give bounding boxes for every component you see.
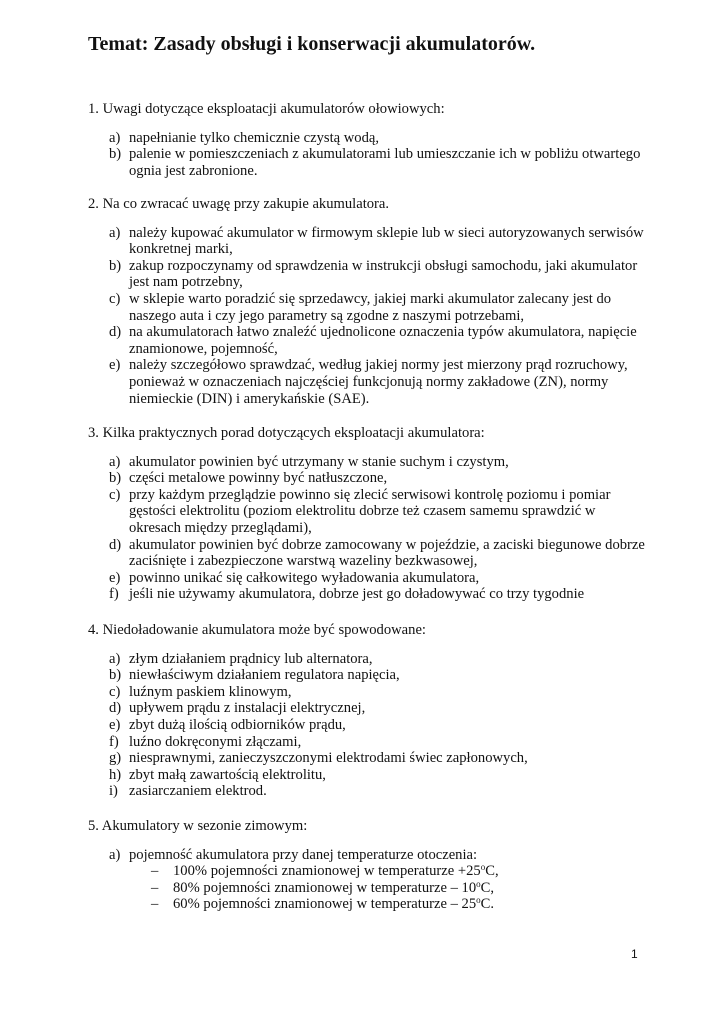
section-3 (88, 425, 648, 603)
list-item: i) zasiarczaniem elektrod. (109, 783, 267, 800)
section-4 (88, 622, 648, 800)
list-item: f) luźno dokręconymi złączami, (109, 733, 302, 750)
section-1 (88, 101, 648, 179)
list-item: f) jeśli nie używamy akumulatora, dobrze jest go doładowywać co trzy tygodnie (109, 586, 585, 603)
list-item: b) niewłaściwym działaniem regulatora napięcia, (109, 667, 400, 684)
list-item: e) powinno unikać się całkowitego wyładowania akumulatora, (109, 569, 480, 586)
sub-list-item: – 60% pojemności znamionowej w temperaturze – 25$^o$C. (151, 895, 495, 913)
list-item: b) części metalowe powinny być natłuszczone, (109, 470, 388, 487)
section-5 (88, 818, 648, 913)
list-item: d) upływem prądu z instalacji elektrycznej, (109, 700, 366, 717)
list-item: a) należy kupować akumulator w firmowym sklepie lub w sieci autoryzowanych serwisów konkretnej marki, (109, 224, 644, 258)
list-item: e) zbyt dużą ilością odbiorników prądu, (109, 716, 346, 733)
section-heading: 2. Na co zwracać uwagę przy zakupie akumulatora. (88, 196, 390, 212)
dash-bullet: – (151, 896, 159, 913)
section-heading: 5. Akumulatory w sezonie zimowym: (88, 818, 308, 834)
dash-bullet: – (151, 879, 159, 896)
list-item: a) złym działaniem prądnicy lub alternatora, (109, 650, 373, 667)
item-list (88, 454, 648, 603)
list-item: e) należy szczegółowo sprawdzać, według jakiej normy jest mierzony prąd rozruchowy, ponieważ w oznaczeniach najczęściej funkcjonują normy zakładowe (ZN), normy niemieckie (DIN) i amerykańskie (SAE). (109, 357, 628, 407)
temperature-sublist (88, 863, 648, 913)
section-heading: 3. Kilka praktycznych porad dotyczących eksploatacji akumulatora: (88, 425, 485, 441)
page-title: Temat: Zasady obsługi i konserwacji akumulatorów. (88, 33, 536, 55)
sub-list-item: – 80% pojemności znamionowej w temperaturze – 10$^o$C, (151, 878, 495, 896)
section-heading: 1. Uwagi dotyczące eksploatacji akumulatorów ołowiowych: (88, 101, 445, 117)
item-list (88, 847, 648, 864)
list-item: b) zakup rozpoczynamy od sprawdzenia w instrukcji obsługi samochodu, jaki akumulator jest nam potrzebny, (109, 257, 638, 291)
item-list (88, 651, 648, 800)
list-item: h) zbyt małą zawartością elektrolitu, (109, 766, 326, 783)
section-heading: 4. Niedoładowanie akumulatora może być spowodowane: (88, 622, 426, 638)
list-item: a) pojemność akumulatora przy danej temperaturze otoczenia: (109, 846, 478, 863)
list-item: d) akumulator powinien być dobrze zamocowany w pojeździe, a zaciski biegunowe dobrze zaciśnięte i zabezpieczone warstwą wazeliny bezkwasowej, (109, 536, 645, 570)
list-item: c) przy każdym przeglądzie powinno się zlecić serwisowi kontrolę poziomu i pomiar gęstości elektrolitu (poziom elektrolitu dobrze też czasem samemu sprawdzić w okresach między przeglądami), (109, 486, 611, 536)
sub-list-item: – 100% pojemności znamionowej w temperaturze $+25^oC$, (151, 862, 499, 880)
list-item: a) napełnianie tylko chemicznie czystą wodą, (109, 129, 380, 146)
item-list (88, 130, 648, 180)
list-item: b) palenie w pomieszczeniach z akumulatorami lub umieszczanie ich w pobliżu otwartego ognia jest zabronione. (109, 146, 641, 179)
list-item: c) w sklepie warto poradzić się sprzedawcy, jakiej marki akumulator zalecany jest do naszego auta i czy jego parametry są zgodne z naszymi potrzebami, (109, 290, 612, 324)
dash-bullet: – (151, 863, 159, 880)
list-item: c) luźnym paskiem klinowym, (109, 683, 292, 700)
page-number: 1 (631, 947, 638, 961)
list-item: g) niesprawnymi, zanieczyszczonymi elektrodami świec zapłonowych, (109, 750, 528, 767)
section-2 (88, 196, 648, 407)
list-item: a) akumulator powinien być utrzymany w stanie suchym i czystym, (109, 453, 509, 470)
list-item: d) na akumulatorach łatwo znaleźć ujednolicone oznaczenia typów akumulatora, napięcie znamionowe, pojemność, (109, 324, 637, 357)
item-list (88, 225, 648, 408)
